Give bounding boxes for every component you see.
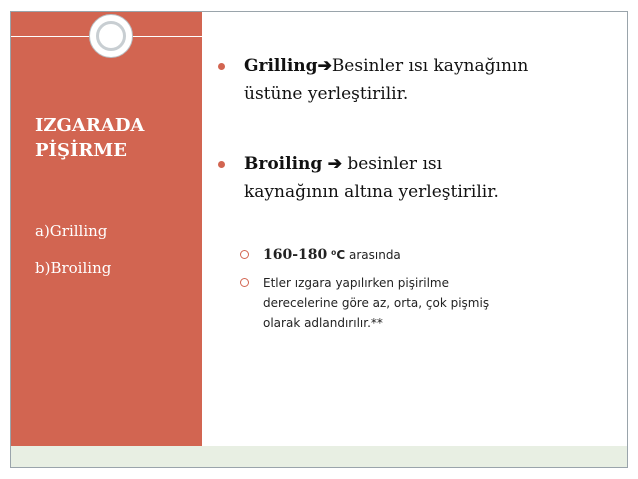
subtopic-grilling: a)Grilling bbox=[35, 222, 108, 240]
section-title-line2: PİŞİRME bbox=[35, 140, 127, 161]
sub-bullet-doneness bbox=[240, 273, 610, 337]
subtopic-broiling: b)Broiling bbox=[35, 259, 112, 277]
grilling-desc-line1: Besinler ısı kaynağının bbox=[331, 56, 529, 76]
broiling-desc-line1: besinler ısı bbox=[347, 154, 443, 174]
temperature-text: arasında bbox=[348, 248, 401, 262]
bullet-broiling bbox=[218, 150, 618, 210]
arrow-right-icon: ➔ bbox=[317, 56, 332, 76]
temperature-unit: ⁰C bbox=[331, 248, 346, 262]
decorative-ring-icon bbox=[96, 21, 126, 51]
doneness-line3: olarak adlandırılır.** bbox=[263, 316, 383, 330]
grilling-desc-line2: üstüne yerleştirilir. bbox=[244, 84, 409, 104]
doneness-line2: derecelerine göre az, orta, çok pişmiş bbox=[263, 296, 490, 310]
arrow-right-icon: ➔ bbox=[327, 154, 342, 174]
sub-bullet-circle-icon bbox=[240, 278, 249, 287]
term-broiling: Broiling bbox=[244, 154, 323, 174]
sub-bullet-temperature bbox=[240, 245, 610, 267]
temperature-range: 160-180 bbox=[263, 247, 328, 263]
doneness-line1: Etler ızgara yapılırken pişirilme bbox=[263, 276, 449, 290]
bottom-band bbox=[11, 446, 627, 467]
section-title-line1: IZGARADA bbox=[35, 115, 145, 136]
bullet-dot-icon bbox=[218, 63, 225, 70]
section-title bbox=[35, 113, 195, 163]
bullet-grilling bbox=[218, 52, 618, 112]
broiling-desc-line2: kaynağının altına yerleştirilir. bbox=[244, 182, 499, 202]
sub-bullet-circle-icon bbox=[240, 250, 249, 259]
bullet-dot-icon bbox=[218, 161, 225, 168]
term-grilling: Grilling bbox=[244, 56, 318, 76]
